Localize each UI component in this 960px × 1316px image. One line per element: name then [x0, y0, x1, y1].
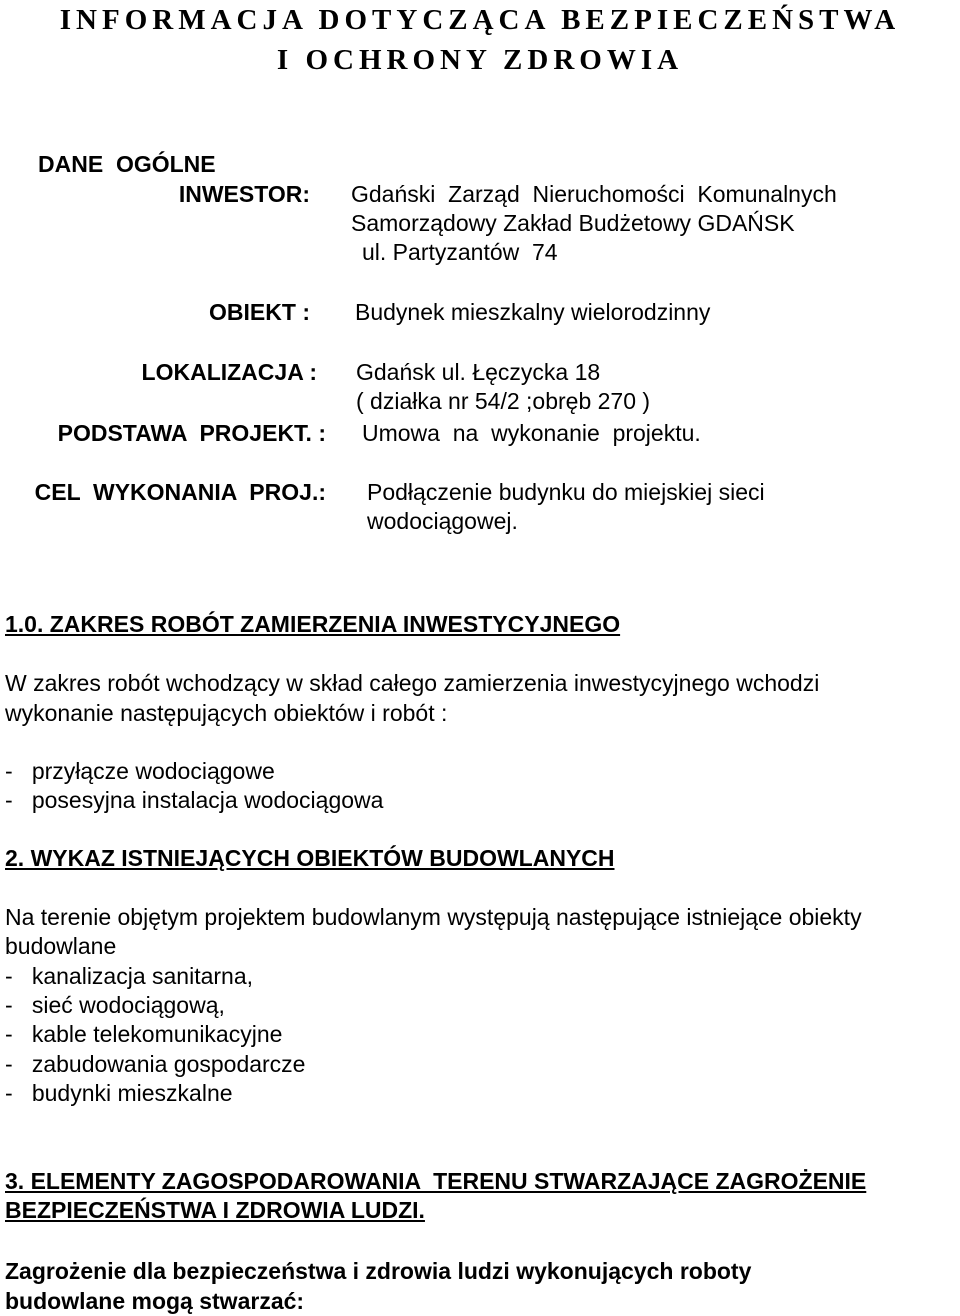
project-purpose-line-1: Podłączenie budynku do miejskiej sieci	[367, 479, 765, 505]
document-title-line-2: I OCHRONY ZDROWIA	[276, 44, 684, 76]
section-2-intro-line-2: budowlane	[5, 933, 117, 959]
location-line-1: Gdańsk ul. Łęczycka 18	[356, 359, 601, 385]
section-2-list-item: - kable telekomunikacyjne	[5, 1021, 283, 1047]
section-2-list-item: - kanalizacja sanitarna,	[5, 963, 254, 989]
section-1-intro-line-1: W zakres robót wchodzący w skład całego zamierzenia inwestycyjnego wchodzi	[5, 670, 820, 696]
project-purpose-label: CEL WYKONANIA PROJ.:	[34, 479, 326, 505]
section-2-list-item: - zabudowania gospodarcze	[5, 1051, 306, 1077]
section-1-intro-line-2: wykonanie następujących obiektów i robót :	[5, 700, 448, 726]
location-line-2: ( działka nr 54/2 ;obręb 270 )	[356, 388, 651, 414]
section-3-subheading-line-1: Zagrożenie dla bezpieczeństwa i zdrowia ludzi wykonujących roboty	[5, 1258, 752, 1284]
section-1-list-item: - posesyjna instalacja wodociągowa	[5, 787, 384, 813]
section-1-list-item: - przyłącze wodociągowe	[5, 758, 275, 784]
project-purpose-line-2: wodociągowej.	[367, 508, 518, 534]
section-2-heading: 2. WYKAZ ISTNIEJĄCYCH OBIEKTÓW BUDOWLANYCH	[5, 845, 615, 871]
investor-line-2: Samorządowy Zakład Budżetowy GDAŃSK	[351, 210, 795, 236]
project-basis-label: PODSTAWA PROJEKT. :	[57, 420, 326, 446]
section-1-heading: 1.0. ZAKRES ROBÓT ZAMIERZENIA INWESTYCYJNEGO	[5, 611, 621, 637]
investor-line-1: Gdański Zarząd Nieruchomości Komunalnych	[351, 181, 837, 207]
object-label: OBIEKT :	[209, 299, 310, 325]
location-label: LOKALIZACJA :	[141, 359, 317, 385]
section-2-list-item: - sieć wodociągową,	[5, 992, 225, 1018]
investor-line-3: ul. Partyzantów 74	[362, 239, 558, 265]
project-basis-value: Umowa na wykonanie projektu.	[362, 420, 701, 446]
section-3-heading-line-2: BEZPIECZEŃSTWA I ZDROWIA LUDZI.	[5, 1197, 425, 1223]
investor-label: INWESTOR:	[178, 181, 310, 207]
section-3-heading-line-1: 3. ELEMENTY ZAGOSPODAROWANIA TERENU STWARZAJĄCE ZAGROŻENIE	[5, 1168, 867, 1194]
object-value: Budynek mieszkalny wielorodzinny	[355, 299, 711, 325]
document-title-line-1: INFORMACJA DOTYCZĄCA BEZPIECZEŃSTWA	[59, 4, 901, 36]
section-3-subheading-line-2: budowlane mogą stwarzać:	[5, 1288, 305, 1314]
section-2-list-item: - budynki mieszkalne	[5, 1080, 233, 1106]
general-data-heading: DANE OGÓLNE	[38, 151, 216, 177]
section-2-intro-line-1: Na terenie objętym projektem budowlanym występują następujące istniejące obiekty	[5, 904, 862, 930]
